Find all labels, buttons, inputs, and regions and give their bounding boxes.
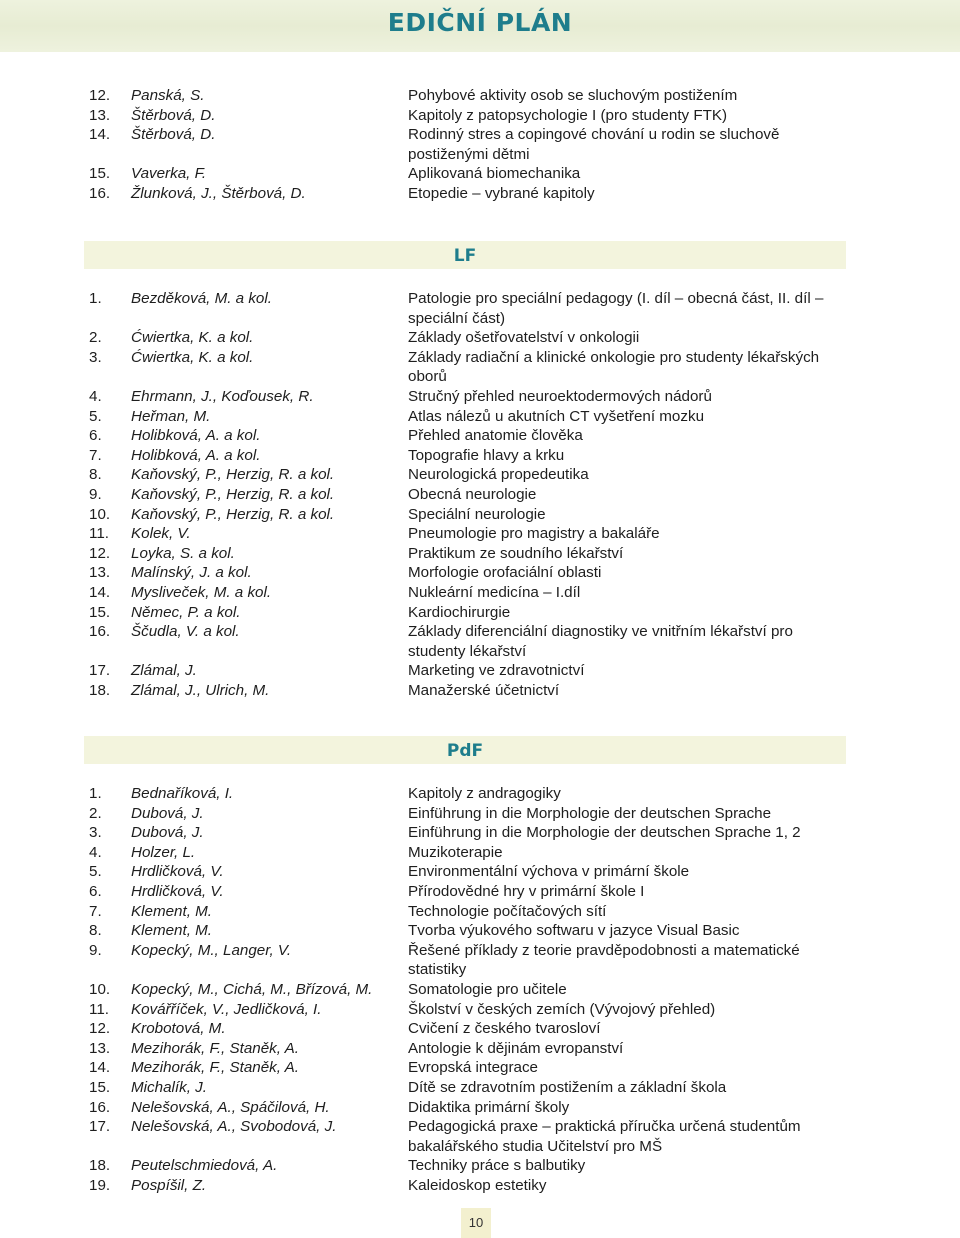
list-item (0, 544, 960, 564)
list-item (0, 1078, 960, 1098)
entry-number: 4. (89, 387, 102, 405)
entry-number: 8. (89, 466, 102, 484)
list-item (0, 524, 960, 544)
entry-title: Einführung in die Morphologie der deutschen Sprache 1, 2 (408, 824, 801, 842)
entry-author: Holibková, A. a kol. (131, 427, 261, 445)
entry-author: Ćwiertka, K. a kol. (131, 329, 254, 347)
entry-number: 3. (89, 348, 102, 366)
entry-number: 10. (89, 505, 111, 523)
entry-author: Ščudla, V. a kol. (131, 623, 240, 641)
entry-number: 13. (89, 564, 111, 582)
entry-number: 17. (89, 662, 111, 680)
list-item (0, 622, 960, 661)
entry-title: Einführung in die Morphologie der deutschen Sprache (408, 804, 772, 822)
entry-number: 6. (89, 882, 102, 900)
entry-author: Žlunková, J., Štěrbová, D. (131, 184, 306, 202)
entry-title: Řešené příklady z teorie pravděpodobnosti a matematické statistiky (408, 941, 800, 979)
entry-title: Speciální neurologie (408, 505, 546, 523)
list-item (0, 980, 960, 1000)
entry-title: Marketing ve zdravotnictví (408, 662, 585, 680)
entry-title: Kardiochirurgie (408, 603, 511, 621)
entry-title: Cvičení z českého tvarosloví (408, 1020, 601, 1038)
entry-author: Mysliveček, M. a kol. (131, 583, 272, 601)
list-item (0, 921, 960, 941)
entry-title: Základy radiační a klinické onkologie pro studenty lékařských oborů (408, 348, 820, 386)
list-item (0, 328, 960, 348)
entry-title: Didaktika primární školy (408, 1098, 570, 1116)
entry-title: Základy ošetřovatelství v onkologii (408, 329, 640, 347)
list-item (0, 843, 960, 863)
list-item (0, 1176, 960, 1196)
list-item (0, 804, 960, 824)
entry-number: 14. (89, 583, 111, 601)
entry-number: 5. (89, 863, 102, 881)
entry-number: 15. (89, 165, 111, 183)
entry-title: Aplikovaná biomechanika (408, 165, 581, 183)
entry-number: 7. (89, 902, 102, 920)
entry-author: Loyka, S. a kol. (131, 544, 235, 562)
page-title: EDIČNÍ PLÁN (387, 8, 573, 37)
page-number: 10 (461, 1208, 491, 1238)
entry-author: Mezihorák, F., Staněk, A. (131, 1059, 299, 1077)
entry-author: Ehrmann, J., Koďousek, R. (131, 387, 314, 405)
entry-author: Panská, S. (131, 87, 205, 104)
list-item (0, 862, 960, 882)
entry-author: Malínský, J. a kol. (131, 564, 252, 582)
entry-author: Kovářříček, V., Jedličková, I. (131, 1000, 322, 1018)
entry-number: 9. (89, 485, 102, 503)
section-lf-header (84, 241, 846, 269)
entry-title: Tvorba výukového softwaru v jazyce Visual Basic (408, 922, 740, 940)
entry-author: Nelešovská, A., Spáčilová, H. (131, 1098, 330, 1116)
entry-number: 11. (89, 525, 109, 543)
entry-title: Kapitoly z andragogiky (408, 785, 561, 802)
entry-number: 18. (89, 681, 111, 699)
entry-number: 10. (89, 980, 111, 998)
entry-title: Manažerské účetnictví (408, 681, 560, 699)
entry-number: 12. (89, 87, 111, 104)
entry-number: 16. (89, 623, 111, 641)
entry-author: Peutelschmiedová, A. (131, 1157, 278, 1175)
list-item (0, 1019, 960, 1039)
entry-title: Kapitoly z patopsychologie I (pro studenty FTK) (408, 106, 728, 124)
entry-title: Techniky práce s balbutiky (408, 1157, 586, 1175)
entry-title: Praktikum ze soudního lékařství (408, 544, 624, 562)
list-item (0, 505, 960, 525)
list-item (0, 1039, 960, 1059)
entry-author: Bezděková, M. a kol. (131, 290, 272, 307)
list-item (0, 882, 960, 902)
entry-author: Ćwiertka, K. a kol. (131, 348, 254, 366)
entry-number: 17. (89, 1118, 111, 1136)
entry-author: Kopecký, M., Langer, V. (131, 941, 292, 959)
entry-author: Štěrbová, D. (131, 126, 216, 144)
entry-author: Dubová, J. (131, 804, 204, 822)
section-pdf-header (84, 736, 846, 764)
entry-number: 16. (89, 1098, 111, 1116)
entry-author: Michalík, J. (131, 1078, 207, 1096)
list-item (0, 1156, 960, 1176)
entry-number: 14. (89, 1059, 111, 1077)
list-item (0, 681, 960, 701)
list-item (0, 164, 960, 184)
entry-author: Pospíšil, Z. (131, 1176, 207, 1194)
entry-title: Obecná neurologie (408, 485, 537, 503)
entry-title: Nukleární medicína – I.díl (408, 583, 581, 601)
entry-author: Zlámal, J. (131, 662, 197, 680)
entry-number: 15. (89, 603, 111, 621)
entry-title: Přírodovědné hry v primární škole I (408, 882, 645, 900)
entry-title: Environmentální výchova v primární škole (408, 863, 690, 881)
section-lf-label: LF (453, 246, 477, 266)
list-item (0, 106, 960, 126)
entry-author: Kaňovský, P., Herzig, R. a kol. (131, 466, 335, 484)
list-item (0, 485, 960, 505)
entry-number: 3. (89, 824, 102, 842)
list-item (0, 125, 960, 164)
entry-number: 8. (89, 922, 102, 940)
entry-number: 1. (89, 785, 102, 802)
entry-author: Mezihorák, F., Staněk, A. (131, 1039, 299, 1057)
entry-title: Dítě se zdravotním postižením a základní škola (408, 1078, 727, 1096)
entry-title: Antologie k dějinám evropanství (408, 1039, 624, 1057)
entry-title: Topografie hlavy a krku (408, 446, 565, 464)
entry-number: 13. (89, 1039, 111, 1057)
entry-title: Pohybové aktivity osob se sluchovým postižením (408, 87, 738, 104)
entry-title: Přehled anatomie člověka (408, 427, 583, 445)
entry-title: Pedagogická praxe – praktická příručka určená studentům bakalářského studia Učitelství pro MŠ (408, 1118, 801, 1155)
entry-title: Atlas nálezů u akutních CT vyšetření mozku (408, 407, 705, 425)
entry-number: 19. (89, 1176, 111, 1194)
list-item (0, 823, 960, 843)
entry-author: Kaňovský, P., Herzig, R. a kol. (131, 505, 335, 523)
list-item (0, 583, 960, 603)
list-item (0, 1117, 960, 1156)
entry-author: Holibková, A. a kol. (131, 446, 261, 464)
list-item (0, 407, 960, 427)
entry-title: Školství v českých zemích (Vývojový přehled) (408, 1000, 716, 1018)
list-item (0, 465, 960, 485)
entry-author: Holzer, L. (131, 843, 196, 861)
entry-number: 9. (89, 941, 102, 959)
entry-title: Patologie pro speciální pedagogy (I. díl – obecná část, II. díl – speciální část) (408, 290, 824, 327)
entry-title: Neurologická propedeutika (408, 466, 589, 484)
entry-number: 14. (89, 126, 111, 144)
entry-number: 4. (89, 843, 102, 861)
list-item (0, 661, 960, 681)
entry-author: Vaverka, F. (131, 165, 207, 183)
section-pdf-list (0, 784, 960, 1195)
list-item (0, 184, 960, 204)
list-item (0, 289, 960, 328)
list-item (0, 902, 960, 922)
entry-author: Dubová, J. (131, 824, 204, 842)
entry-number: 15. (89, 1078, 111, 1096)
list-item (0, 603, 960, 623)
entry-author: Klement, M. (131, 902, 213, 920)
entry-author: Krobotová, M. (131, 1020, 226, 1038)
entry-author: Klement, M. (131, 922, 213, 940)
entry-number: 1. (89, 290, 102, 307)
entry-number: 2. (89, 329, 102, 347)
entry-title: Etopedie – vybrané kapitoly (408, 184, 595, 202)
entry-number: 16. (89, 184, 111, 202)
list-item (0, 1058, 960, 1078)
section-ftk-list (0, 86, 960, 204)
entry-title: Základy diferenciální diagnostiky ve vnitřním lékařství pro studenty lékařství (408, 623, 793, 660)
entry-number: 18. (89, 1157, 111, 1175)
entry-author: Kaňovský, P., Herzig, R. a kol. (131, 485, 335, 503)
entry-number: 6. (89, 427, 102, 445)
section-lf-list (0, 289, 960, 700)
entry-author: Bednaříková, I. (131, 785, 234, 802)
entry-author: Němec, P. a kol. (131, 603, 241, 621)
list-item (0, 348, 960, 387)
entry-author: Heřman, M. (131, 407, 211, 425)
list-item (0, 1098, 960, 1118)
list-item (0, 426, 960, 446)
entry-number: 12. (89, 1020, 111, 1038)
entry-title: Morfologie orofaciální oblasti (408, 564, 602, 582)
list-item (0, 563, 960, 583)
entry-title: Muzikoterapie (408, 843, 503, 861)
list-item (0, 387, 960, 407)
section-pdf-label: PdF (446, 741, 484, 761)
entry-title: Stručný přehled neuroektodermových nádorů (408, 387, 712, 405)
entry-author: Zlámal, J., Ulrich, M. (131, 681, 270, 699)
list-item (0, 784, 960, 804)
entry-title: Pneumologie pro magistry a bakaláře (408, 525, 660, 543)
entry-number: 12. (89, 544, 111, 562)
entry-number: 5. (89, 407, 102, 425)
list-item (0, 941, 960, 980)
entry-author: Hrdličková, V. (131, 882, 224, 900)
entry-number: 13. (89, 106, 111, 124)
entry-author: Kolek, V. (131, 525, 191, 543)
list-item (0, 86, 960, 106)
entry-author: Štěrbová, D. (131, 106, 216, 124)
entry-number: 7. (89, 446, 102, 464)
entry-title: Somatologie pro učitele (408, 980, 567, 998)
entry-title: Evropská integrace (408, 1059, 539, 1077)
entry-author: Nelešovská, A., Svobodová, J. (131, 1118, 337, 1136)
entry-title: Kaleidoskop estetiky (408, 1176, 547, 1194)
entry-title: Technologie počítačových sítí (408, 902, 607, 920)
list-item (0, 1000, 960, 1020)
list-item (0, 446, 960, 466)
entry-author: Hrdličková, V. (131, 863, 224, 881)
entry-author: Kopecký, M., Cichá, M., Břízová, M. (131, 980, 373, 998)
entry-number: 11. (89, 1000, 109, 1018)
entry-title: Rodinný stres a copingové chování u rodin se sluchově postiženými dětmi (408, 126, 780, 163)
entry-number: 2. (89, 804, 102, 822)
